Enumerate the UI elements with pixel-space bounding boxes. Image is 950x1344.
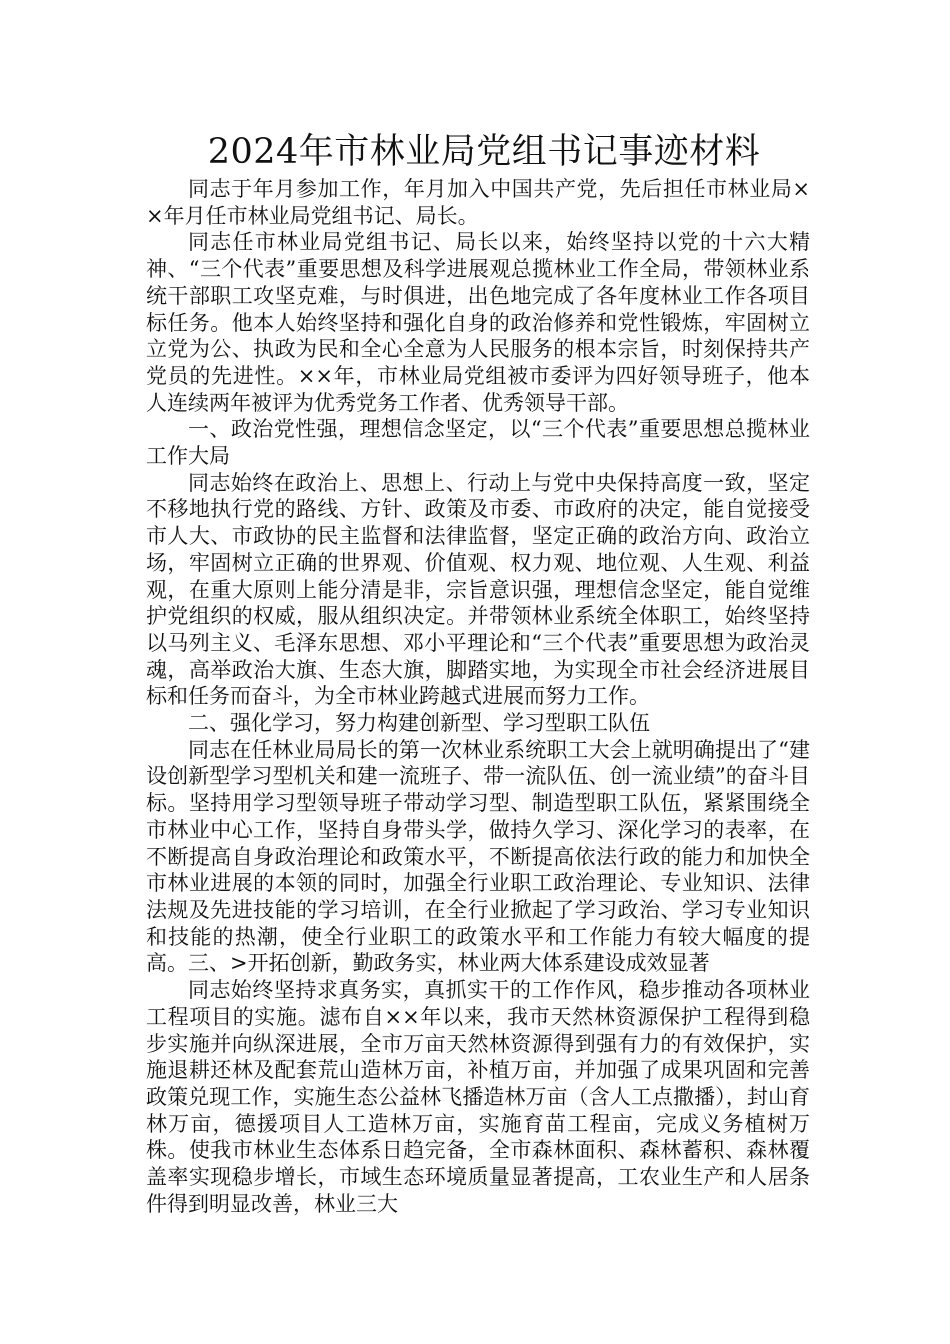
document-title: 2024年市林业局党组书记事迹材料 [207, 132, 761, 172]
document-page [146, 128, 810, 1217]
paragraph-learning: 同志在任林业局局长的第一次林业系统职工大会上就明确提出了“建设创新型学习型机关和建一流班子、带一流队伍、创一流业绩”的奋斗目标。坚持用学习型领导班子带动学习型、制造型职工队伍，紧紧围绕全市林业中心工作，坚持自身带头学，做持久学习、深化学习的表率，在不断提高自身政治理论和政策水平，不断提高依法行政的能力和加快全市林业进展的本领的同时，加强全行业职工政治理论、专业知识、法律法规及先进技能的学习培训，在全行业掀起了学习政治、学习专业知识和技能的热潮，使全行业职工的政策水平和工作能力有较大幅度的提高。三、>开拓创新，勤政务实，林业两大体系建设成效显著 [146, 737, 810, 976]
paragraph-intro: 同志于年月参加工作，年月加入中国共产党，先后担任市林业局××年月任市林业局党组书记、局长。 [146, 177, 810, 228]
paragraph-overview: 同志任市林业局党组书记、局长以来，始终坚持以党的十六大精神、“三个代表”重要思想及科学进展观总揽林业工作全局，带领林业系统干部职工攻坚克难，与时俱进，出色地完成了各年度林业工作各项目标任务。他本人始终坚持和强化自身的政治修养和党性锻炼，牢固树立立党为公、执政为民和全心全意为人民服务的根本宗旨，时刻保持共产党员的先进性。××年，市林业局党组被市委评为四好领导班子，他本人连续两年被评为优秀党务工作者、优秀领导干部。 [146, 230, 810, 415]
paragraph-forestry-projects: 同志始终坚持求真务实，真抓实干的工作作风，稳步推动各项林业工程项目的实施。滤布自××年以来，我市天然林资源保护工程得到稳步实施并向纵深进展，全市万亩天然林资源得到强有力的有效保护，实施退耕还林及配套荒山造林万亩，补植万亩，并加强了成果巩固和完善政策兑现工作，实施生态公益林飞播造林万亩（含人工点撒播），封山育林万亩，德援项目人工造林万亩，实施育苗工程亩，完成义务植树万株。使我市林业生态体系日趋完备，全市森林面积、森林蓄积、森林覆盖率实现稳步增长，市域生态环境质量显著提高，工农业生产和人居条件得到明显改善，林业三大 [146, 978, 810, 1216]
paragraph-politics: 同志始终在政治上、思想上、行动上与党中央保持高度一致，坚定不移地执行党的路线、方针、政策及市委、市政府的决定，能自觉接受市人大、市政协的民主监督和法律监督，坚定正确的政治方向、政治立场，牢固树立正确的世界观、价值观、权力观、地位观、人生观、利益观，在重大原则上能分清是非，宗旨意识强，理想信念坚定，能自觉维护党组织的权威，服从组织决定。并带领林业系统全体职工，始终坚持以马列主义、毛泽东思想、邓小平理论和“三个代表”重要思想为政治灵魂，高举政治大旗、生态大旗，脚踏实地，为实现全市社会经济进展目标和任务而奋斗，为全市林业跨越式进展而努力工作。 [146, 470, 810, 709]
section-heading-1: 一、政治党性强，理想信念坚定，以“三个代表”重要思想总揽林业工作大局 [146, 417, 810, 469]
section-heading-2: 二、强化学习，努力构建创新型、学习型职工队伍 [188, 711, 650, 736]
